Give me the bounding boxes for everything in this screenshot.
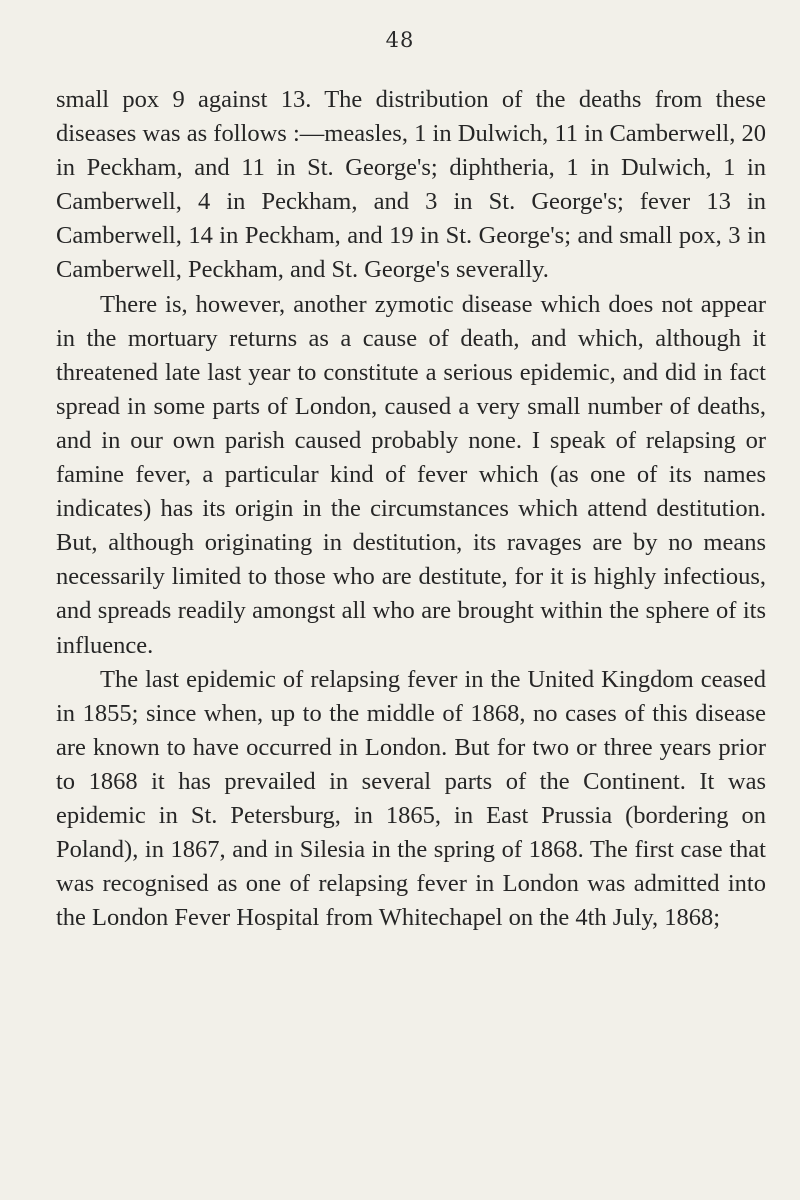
paragraph-relapsing-fever-intro: There is, however, another zymotic disease which does not appear in the mortuary returns as a cause of death, and which, although it threatened late last year to constitute a serious epidemic, and did in fact spread in some parts of London, caused a very small number of deaths, and in our own parish caused probably none. I speak of relapsing or famine fever, a particular kind of fever which (as one of its names indicates) has its origin in the circumstances which attend destitution. But, although originating in destitution, its ravages are by no means necessarily limited to those who are destitute, for it is highly infectious, and spreads readily amongst all who are brought within the sphere of its influence. bbox=[56, 290, 766, 659]
body-text bbox=[56, 83, 766, 935]
paragraph-epidemic-history: The last epidemic of relapsing fever in the United Kingdom ceased in 1855; since when, up to the middle of 1868, no cases of this disease are known to have occurred in London. But for two or three years prior to 1868 it has prevailed in several parts of the Continent. It was epidemic in St. Petersburg, in 1865, in East Prussia (bordering on Poland), in 1867, and in Silesia in the spring of 1868. The first case that was recognised as one of relapsing fever in London was admitted into the London Fever Hospital from Whitechapel on the 4th July, 1868; bbox=[56, 665, 766, 932]
paragraph-continued: small pox 9 against 13. The distribution of the deaths from these diseases was as follows :—measles, 1 in Dulwich, 11 in Camberwell, 20 in Peckham, and 11 in St. George's; diphtheria, 1 in Dulwich, 1 in Camberwell, 4 in Peckham, and 3 in St. George's; fever 13 in Camberwell, 14 in Peckham, and 19 in St. George's; and small pox, 3 in Camberwell, Peckham, and St. George's severally. bbox=[56, 86, 766, 284]
page-number: 48 bbox=[385, 28, 415, 52]
